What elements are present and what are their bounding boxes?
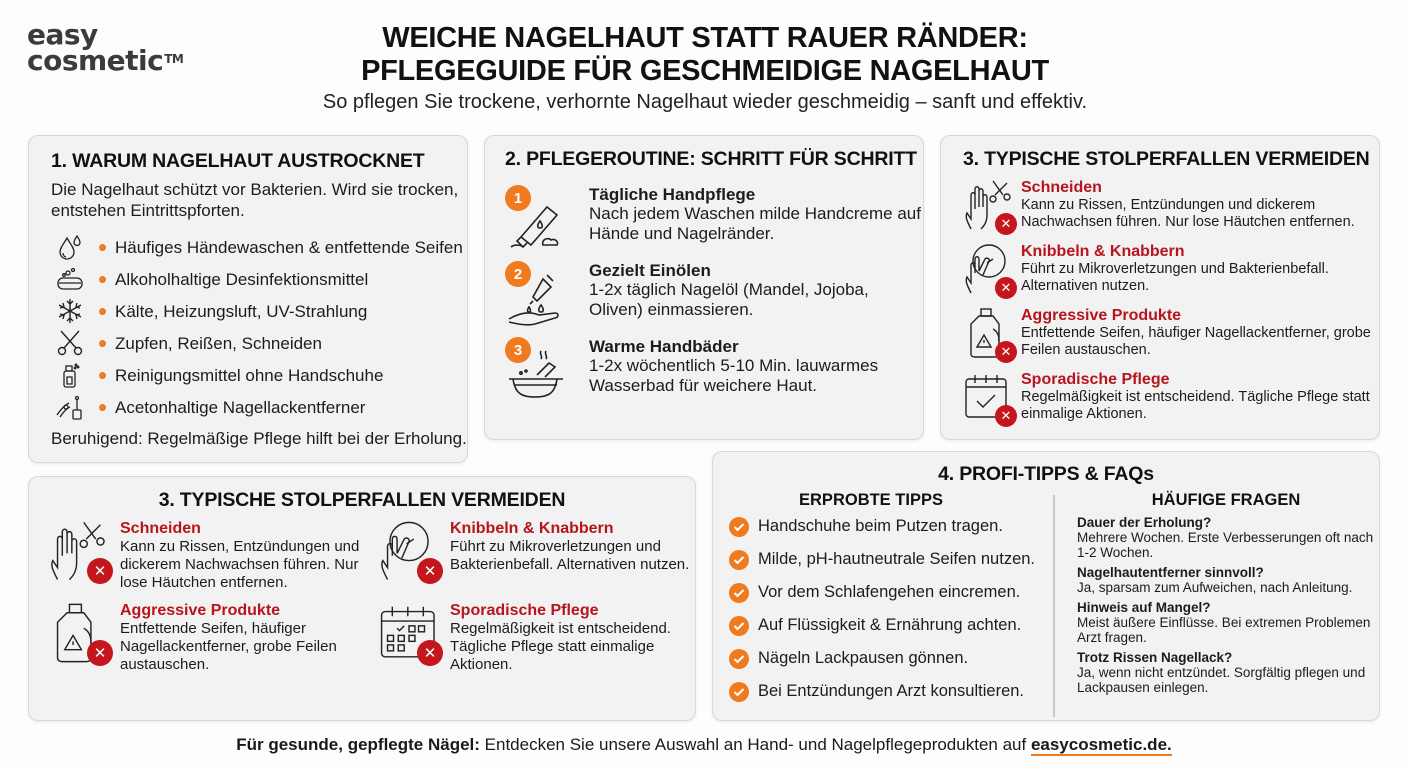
step-number-badge: 3: [505, 337, 531, 363]
trademark: TM: [164, 52, 184, 66]
tip-item: [729, 543, 1053, 576]
warning-x-icon: ✕: [87, 558, 113, 584]
nail-polish-remover-icon: [55, 393, 85, 421]
pitfall-item: [47, 520, 377, 592]
pitfall-item: [963, 243, 1379, 299]
step-number-badge: 2: [505, 261, 531, 287]
section-title: 2. PFLEGEROUTINE: SCHRITT FÜR SCHRITT: [505, 148, 917, 170]
check-icon: [729, 616, 749, 636]
page-title: [280, 22, 1130, 88]
pitfall-title: Schneiden: [1021, 179, 1102, 196]
cause-list: [51, 231, 467, 423]
tip-text: Auf Flüssigkeit & Ernährung achten.: [758, 616, 1022, 634]
list-item: [51, 359, 467, 391]
tips-column: [713, 491, 1053, 717]
faq-answer: Ja, wenn nicht entzündet. Sorgfältig pflegen und Lackpausen einlegen.: [1077, 665, 1366, 695]
list-item: [51, 231, 467, 263]
list-item: [51, 295, 467, 327]
pitfall-title: Schneiden: [120, 520, 201, 537]
check-icon: [729, 550, 749, 570]
section-title: 3. TYPISCHE STOLPERFALLEN VERMEIDEN: [158, 489, 566, 511]
faq-question: Nagelhautentferner sinnvoll?: [1077, 565, 1264, 580]
pitfall-title: Sporadische Pflege: [450, 602, 599, 619]
faq-item: [1077, 515, 1375, 560]
warning-x-icon: ✕: [995, 405, 1017, 427]
oil-dropper-icon: [507, 269, 567, 327]
card-care-routine: [484, 135, 924, 440]
step-text: Nach jedem Waschen milde Handcreme auf Hände und Nagelränder.: [589, 204, 921, 243]
title-line-2: PFLEGEGUIDE FÜR GESCHMEIDIGE NAGELHAUT: [361, 55, 1049, 87]
brand-logo: [27, 18, 184, 77]
scissors-icon: [55, 329, 85, 357]
check-icon: [729, 649, 749, 669]
footer-cta: [0, 735, 1408, 755]
pitfall-text: Regelmäßigkeit ist entscheidend. Tägliche Pflege statt einmalige Aktionen.: [1021, 389, 1370, 422]
pitfall-item: [963, 371, 1379, 427]
warning-x-icon: ✕: [995, 213, 1017, 235]
card-why-dry: [28, 135, 468, 463]
routine-step: [505, 185, 923, 249]
section-title: 3. TYPISCHE STOLPERFALLEN VERMEIDEN: [963, 148, 1370, 170]
pitfall-title: Knibbeln & Knabbern: [1021, 243, 1185, 260]
tip-text: Vor dem Schlafengehen eincremen.: [758, 583, 1021, 601]
faq-answer: Mehrere Wochen. Erste Verbesserungen oft nach 1-2 Wochen.: [1077, 530, 1374, 560]
check-icon: [729, 583, 749, 603]
cause-text: Häufiges Händewaschen & entfettende Seifen: [115, 237, 463, 257]
snowflake-icon: [55, 297, 85, 325]
pitfall-item: [47, 602, 377, 674]
section-title: 4. PROFI-TIPPS & FAQs: [938, 463, 1154, 485]
faq-question: Dauer der Erholung?: [1077, 515, 1212, 530]
faq-question: Trotz Rissen Nagellack?: [1077, 650, 1233, 665]
step-text: 1-2x täglich Nagelöl (Mandel, Jojoba, Oliven) einmassieren.: [589, 280, 869, 319]
list-item: [51, 327, 467, 359]
brand-line1: easy: [27, 18, 98, 51]
spray-bottle-icon: [55, 361, 85, 389]
bullet: [99, 276, 106, 283]
pitfall-item: [963, 307, 1379, 363]
warning-x-icon: ✕: [417, 640, 443, 666]
pitfall-text: Regelmäßigkeit ist entscheidend. Tägliche Pflege statt einmalige Aktionen.: [450, 620, 671, 673]
website-link[interactable]: easycosmetic.de.: [1030, 735, 1172, 754]
cause-text: Kälte, Heizungsluft, UV-Strahlung: [115, 301, 368, 321]
tips-heading: ERPROBTE TIPPS: [799, 491, 943, 509]
check-icon: [729, 517, 749, 537]
card-pitfalls-grid: [28, 476, 696, 721]
cause-text: Acetonhaltige Nagellackentferner: [115, 397, 366, 417]
tip-text: Bei Entzündungen Arzt konsultieren.: [758, 682, 1025, 700]
routine-step: [505, 261, 923, 325]
pitfall-title: Sporadische Pflege: [1021, 371, 1170, 388]
tip-text: Nägeln Lackpausen gönnen.: [758, 649, 969, 667]
soap-icon: [55, 265, 85, 293]
step-title: Gezielt Einölen: [589, 261, 711, 280]
page-header: [280, 22, 1130, 114]
pitfall-text: Führt zu Mikroverletzungen und Bakterienbefall. Alternativen nutzen.: [450, 538, 690, 573]
faq-item: [1077, 565, 1375, 595]
bullet: [99, 404, 106, 411]
cause-text: Alkoholhaltige Desinfektionsmittel: [115, 269, 369, 289]
tip-item: [729, 510, 1053, 543]
pitfall-item: [963, 179, 1379, 235]
tip-item: [729, 642, 1053, 675]
bullet: [99, 308, 106, 315]
step-title: Warme Handbäder: [589, 337, 739, 356]
pitfall-text: Kann zu Rissen, Entzündungen und dickerem Nachwachsen führen. Nur lose Häutchen entfernen.: [1021, 197, 1355, 230]
cream-tube-icon: [507, 193, 567, 251]
warning-x-icon: ✕: [417, 558, 443, 584]
pitfall-title: Aggressive Produkte: [1021, 307, 1182, 324]
faq-heading: HÄUFIGE FRAGEN: [1151, 491, 1301, 509]
step-text: 1-2x wöchentlich 5-10 Min. lauwarmes Wasserbad für weichere Haut.: [589, 356, 879, 395]
list-item: [51, 391, 467, 423]
faq-answer: Ja, sparsam zum Aufweichen, nach Anleitung.: [1077, 580, 1353, 595]
bullet: [99, 372, 106, 379]
title-line-1: WEICHE NAGELHAUT STATT RAUER RÄNDER:: [382, 22, 1028, 54]
warning-x-icon: ✕: [87, 640, 113, 666]
pitfall-text: Entfettende Seifen, häufiger Nagellackentferner, grobe Feilen austauschen.: [1021, 325, 1371, 358]
tip-item: [729, 576, 1053, 609]
list-item: [51, 263, 467, 295]
hand-bath-icon: [507, 345, 567, 403]
water-drops-icon: [55, 233, 85, 261]
pitfall-text: Führt zu Mikroverletzungen und Bakterienbefall. Alternativen nutzen.: [1021, 261, 1329, 294]
pitfall-title: Knibbeln & Knabbern: [450, 520, 614, 537]
footer-bold: Für gesunde, gepflegte Nägel:: [236, 735, 480, 754]
step-title: Tägliche Handpflege: [589, 185, 756, 204]
pitfall-text: Entfettende Seifen, häufiger Nagellackentferner, grobe Feilen austauschen.: [120, 620, 337, 673]
routine-step: [505, 337, 923, 401]
bullet: [99, 340, 106, 347]
faq-item: [1077, 650, 1375, 695]
pitfall-text: Kann zu Rissen, Entzündungen und dickerem Nachwachsen führen. Nur lose Häutchen entfernen.: [120, 538, 360, 591]
tip-item: [729, 609, 1053, 642]
tip-text: Handschuhe beim Putzen tragen.: [758, 517, 1003, 535]
step-number-badge: 1: [505, 185, 531, 211]
brand-line2: cosmetic: [27, 44, 164, 77]
tip-item: [729, 675, 1053, 708]
section-intro: Die Nagelhaut schützt vor Bakterien. Wird sie trocken, entstehen Eintrittspforten.: [51, 180, 459, 220]
warning-x-icon: ✕: [995, 341, 1017, 363]
faq-answer: Meist äußere Einflüsse. Bei extremen Problemen Arzt fragen.: [1077, 615, 1371, 645]
cause-text: Reinigungsmittel ohne Handschuhe: [115, 365, 384, 385]
cause-text: Zupfen, Reißen, Schneiden: [115, 333, 322, 353]
footer-text: Entdecken Sie unsere Auswahl an Hand- und Nagelpflegeprodukten auf: [479, 735, 1031, 754]
pitfall-item: [377, 520, 707, 592]
bullet: [99, 244, 106, 251]
faq-column: [1055, 491, 1375, 717]
section-title: 1. WARUM NAGELHAUT AUSTROCKNET: [51, 150, 425, 172]
pitfall-item: [377, 602, 707, 674]
faq-item: [1077, 600, 1375, 645]
section-footer-note: Beruhigend: Regelmäßige Pflege hilft bei der Erholung.: [51, 429, 467, 448]
tip-text: Milde, pH-hautneutrale Seifen nutzen.: [758, 550, 1036, 568]
faq-question: Hinweis auf Mangel?: [1077, 600, 1211, 615]
check-icon: [729, 682, 749, 702]
card-pro-tips-faq: [712, 451, 1380, 721]
page-subtitle: So pflegen Sie trockene, verhornte Nagelhaut wieder geschmeidig – sanft und effektiv.: [322, 91, 1088, 113]
pitfall-title: Aggressive Produkte: [120, 602, 281, 619]
card-pitfalls: [940, 135, 1380, 440]
warning-x-icon: ✕: [995, 277, 1017, 299]
